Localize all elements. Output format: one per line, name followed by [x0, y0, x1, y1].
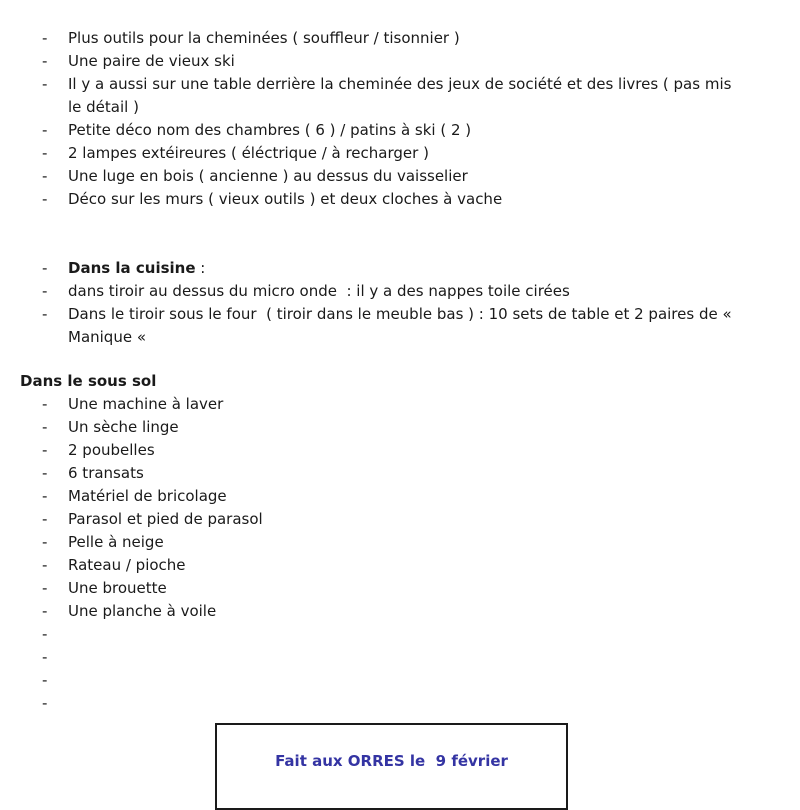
list-item	[0, 485, 800, 508]
bullet-dash: -	[42, 418, 48, 436]
list-item	[0, 280, 800, 303]
list-item	[0, 416, 800, 439]
list-item-text: 2 lampes extéireures ( éléctrique / à recharger )	[68, 144, 429, 162]
list-item-empty	[0, 692, 800, 715]
list-item-text: 6 transats	[68, 464, 144, 482]
bullet-dash: -	[42, 510, 48, 528]
list-item	[0, 508, 800, 531]
list-item	[0, 303, 800, 326]
list-item-text: Une brouette	[68, 579, 167, 597]
list-item-empty	[0, 623, 800, 646]
list-item	[0, 462, 800, 485]
bullet-dash: -	[42, 144, 48, 162]
list-item	[0, 165, 800, 188]
bullet-dash: -	[42, 167, 48, 185]
bullet-dash: -	[42, 75, 48, 93]
list-item-text: Plus outils pour la cheminées ( souffleur / tisonnier )	[68, 29, 460, 47]
bullet-dash: -	[42, 694, 48, 712]
list-item	[0, 554, 800, 577]
list-item	[0, 73, 800, 96]
bullet-dash: -	[42, 282, 48, 300]
bullet-dash: -	[42, 441, 48, 459]
section-heading-sous-sol: Dans le sous sol	[20, 372, 157, 390]
list-item-text: Petite déco nom des chambres ( 6 ) / patins à ski ( 2 )	[68, 121, 472, 139]
bullet-dash: -	[42, 487, 48, 505]
bullet-dash: -	[42, 648, 48, 666]
list-item	[0, 27, 800, 50]
list-item-text: Une machine à laver	[68, 395, 224, 413]
list-item-text: Une paire de vieux ski	[68, 52, 235, 70]
list-item-text: Parasol et pied de parasol	[68, 510, 263, 528]
cuisine-label-rest: :	[195, 259, 206, 277]
section-salon	[0, 27, 800, 211]
list-item	[0, 577, 800, 600]
list-item	[0, 50, 800, 73]
bullet-dash: -	[42, 190, 48, 208]
bullet-dash: -	[42, 395, 48, 413]
list-item-text: Dans le tiroir sous le four ( tiroir dans le meuble bas ) : 10 sets de table et 2 paires de «	[68, 305, 732, 323]
bullet-dash: -	[42, 464, 48, 482]
list-item-text: Un sèche linge	[68, 418, 179, 436]
section-sous-sol	[0, 393, 800, 715]
signature-box	[215, 723, 568, 810]
list-item	[0, 188, 800, 211]
list-item	[0, 257, 800, 280]
list-item-continuation	[0, 96, 800, 119]
list-item	[0, 531, 800, 554]
cuisine-label-bold: Dans la cuisine	[68, 259, 196, 277]
list-item-text: Une planche à voile	[68, 602, 217, 620]
list-item	[0, 600, 800, 623]
bullet-dash: -	[42, 305, 48, 323]
bullet-dash: -	[42, 579, 48, 597]
list-item	[0, 142, 800, 165]
bullet-dash: -	[42, 52, 48, 70]
list-item-text: Rateau / pioche	[68, 556, 186, 574]
list-item-text: dans tiroir au dessus du micro onde : il y a des nappes toile cirées	[68, 282, 570, 300]
bullet-dash: -	[42, 533, 48, 551]
signature-text: Fait aux ORRES le 9 février	[275, 752, 508, 770]
list-item-empty	[0, 646, 800, 669]
list-item-text: le détail )	[68, 98, 139, 116]
bullet-dash: -	[42, 121, 48, 139]
list-item	[0, 439, 800, 462]
bullet-dash: -	[42, 602, 48, 620]
bullet-dash: -	[42, 556, 48, 574]
list-item-text: Manique «	[68, 328, 147, 346]
bullet-dash: -	[42, 625, 48, 643]
list-item	[0, 119, 800, 142]
list-item	[0, 393, 800, 416]
bullet-dash: -	[42, 29, 48, 47]
list-item-text: 2 poubelles	[68, 441, 155, 459]
list-item-text: Pelle à neige	[68, 533, 164, 551]
list-item-text: Il y a aussi sur une table derrière la cheminée des jeux de société et des livres ( pas mis	[68, 75, 732, 93]
list-item-text: Matériel de bricolage	[68, 487, 227, 505]
list-item-text: Une luge en bois ( ancienne ) au dessus du vaisselier	[68, 167, 468, 185]
bullet-dash: -	[42, 671, 48, 689]
list-item-empty	[0, 669, 800, 692]
list-item-continuation	[0, 326, 800, 349]
bullet-dash: -	[42, 259, 48, 277]
list-item-text: Déco sur les murs ( vieux outils ) et deux cloches à vache	[68, 190, 503, 208]
section-cuisine	[0, 257, 800, 349]
